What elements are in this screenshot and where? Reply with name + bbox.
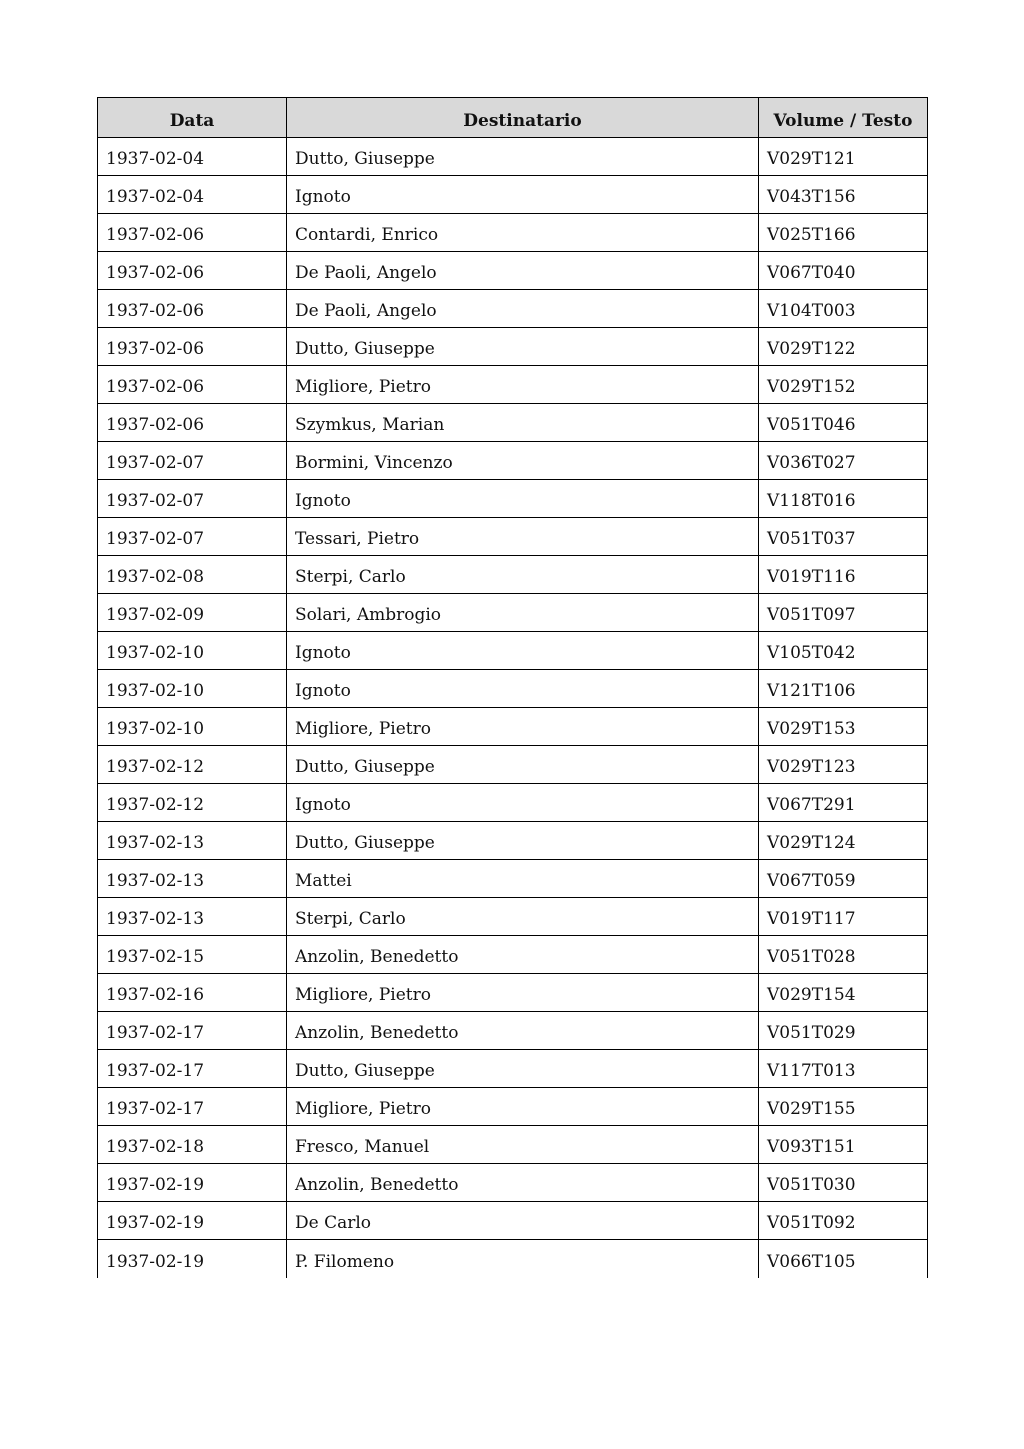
cell-recipient: Mattei — [287, 860, 759, 898]
table-row — [98, 252, 928, 290]
cell-volume: V121T106 — [759, 670, 928, 708]
cell-date: 1937-02-07 — [98, 442, 287, 480]
cell-date: 1937-02-09 — [98, 594, 287, 632]
cell-volume: V117T013 — [759, 1050, 928, 1088]
table-row — [98, 708, 928, 746]
cell-date: 1937-02-13 — [98, 860, 287, 898]
cell-volume: V067T040 — [759, 252, 928, 290]
cell-recipient: Dutto, Giuseppe — [287, 1050, 759, 1088]
cell-date: 1937-02-17 — [98, 1050, 287, 1088]
cell-recipient: Anzolin, Benedetto — [287, 1012, 759, 1050]
table-row — [98, 518, 928, 556]
cell-date: 1937-02-12 — [98, 746, 287, 784]
cell-recipient: De Paoli, Angelo — [287, 252, 759, 290]
table-row — [98, 1126, 928, 1164]
cell-recipient: Migliore, Pietro — [287, 974, 759, 1012]
cell-recipient: Ignoto — [287, 784, 759, 822]
cell-volume: V051T046 — [759, 404, 928, 442]
cell-date: 1937-02-13 — [98, 822, 287, 860]
table-row — [98, 974, 928, 1012]
cell-date: 1937-02-19 — [98, 1240, 287, 1278]
table-row — [98, 1202, 928, 1240]
cell-recipient: Anzolin, Benedetto — [287, 936, 759, 974]
cell-volume: V029T124 — [759, 822, 928, 860]
cell-date: 1937-02-17 — [98, 1012, 287, 1050]
cell-recipient: Contardi, Enrico — [287, 214, 759, 252]
cell-volume: V118T016 — [759, 480, 928, 518]
cell-volume: V025T166 — [759, 214, 928, 252]
table-row — [98, 784, 928, 822]
cell-date: 1937-02-17 — [98, 1088, 287, 1126]
cell-volume: V029T121 — [759, 138, 928, 176]
cell-volume: V029T155 — [759, 1088, 928, 1126]
cell-date: 1937-02-06 — [98, 290, 287, 328]
table-row — [98, 898, 928, 936]
table-row — [98, 214, 928, 252]
table-row — [98, 138, 928, 176]
cell-date: 1937-02-08 — [98, 556, 287, 594]
cell-volume: V019T116 — [759, 556, 928, 594]
cell-volume: V051T092 — [759, 1202, 928, 1240]
cell-date: 1937-02-19 — [98, 1202, 287, 1240]
cell-date: 1937-02-16 — [98, 974, 287, 1012]
cell-recipient: Ignoto — [287, 670, 759, 708]
cell-date: 1937-02-06 — [98, 366, 287, 404]
table-row — [98, 1050, 928, 1088]
cell-volume: V093T151 — [759, 1126, 928, 1164]
cell-recipient: Ignoto — [287, 480, 759, 518]
cell-volume: V067T291 — [759, 784, 928, 822]
cell-volume: V104T003 — [759, 290, 928, 328]
cell-recipient: Migliore, Pietro — [287, 366, 759, 404]
table-row — [98, 404, 928, 442]
cell-recipient: Szymkus, Marian — [287, 404, 759, 442]
table-header — [98, 98, 928, 138]
cell-recipient: Ignoto — [287, 632, 759, 670]
cell-date: 1937-02-04 — [98, 138, 287, 176]
table-row — [98, 442, 928, 480]
table-row — [98, 290, 928, 328]
header-row — [98, 98, 928, 138]
cell-date: 1937-02-07 — [98, 518, 287, 556]
cell-recipient: Tessari, Pietro — [287, 518, 759, 556]
table-body — [98, 138, 928, 1278]
cell-date: 1937-02-06 — [98, 328, 287, 366]
cell-date: 1937-02-10 — [98, 708, 287, 746]
cell-recipient: Migliore, Pietro — [287, 1088, 759, 1126]
cell-volume: V051T097 — [759, 594, 928, 632]
table-row — [98, 822, 928, 860]
cell-recipient: Dutto, Giuseppe — [287, 822, 759, 860]
cell-volume: V043T156 — [759, 176, 928, 214]
table-row — [98, 556, 928, 594]
table-row — [98, 328, 928, 366]
cell-volume: V029T152 — [759, 366, 928, 404]
header-date: Data — [98, 98, 287, 138]
cell-volume: V036T027 — [759, 442, 928, 480]
cell-recipient: Migliore, Pietro — [287, 708, 759, 746]
table-row — [98, 480, 928, 518]
header-recipient: Destinatario — [287, 98, 759, 138]
cell-recipient: Dutto, Giuseppe — [287, 138, 759, 176]
cell-recipient: Dutto, Giuseppe — [287, 328, 759, 366]
table-row — [98, 1240, 928, 1278]
cell-recipient: Solari, Ambrogio — [287, 594, 759, 632]
cell-volume: V029T122 — [759, 328, 928, 366]
cell-date: 1937-02-10 — [98, 670, 287, 708]
cell-volume: V051T029 — [759, 1012, 928, 1050]
cell-volume: V105T042 — [759, 632, 928, 670]
cell-date: 1937-02-15 — [98, 936, 287, 974]
cell-recipient: Fresco, Manuel — [287, 1126, 759, 1164]
cell-date: 1937-02-12 — [98, 784, 287, 822]
cell-date: 1937-02-04 — [98, 176, 287, 214]
cell-volume: V067T059 — [759, 860, 928, 898]
cell-date: 1937-02-18 — [98, 1126, 287, 1164]
cell-volume: V029T123 — [759, 746, 928, 784]
cell-date: 1937-02-10 — [98, 632, 287, 670]
cell-volume: V051T028 — [759, 936, 928, 974]
table-row — [98, 670, 928, 708]
table-row — [98, 176, 928, 214]
cell-recipient: Anzolin, Benedetto — [287, 1164, 759, 1202]
cell-date: 1937-02-19 — [98, 1164, 287, 1202]
table-row — [98, 860, 928, 898]
cell-volume: V051T030 — [759, 1164, 928, 1202]
cell-date: 1937-02-07 — [98, 480, 287, 518]
cell-date: 1937-02-06 — [98, 404, 287, 442]
cell-volume: V029T153 — [759, 708, 928, 746]
table-row — [98, 1012, 928, 1050]
cell-recipient: Sterpi, Carlo — [287, 898, 759, 936]
cell-date: 1937-02-13 — [98, 898, 287, 936]
table-row — [98, 594, 928, 632]
cell-recipient: De Carlo — [287, 1202, 759, 1240]
cell-volume: V029T154 — [759, 974, 928, 1012]
cell-volume: V051T037 — [759, 518, 928, 556]
cell-recipient: Ignoto — [287, 176, 759, 214]
cell-volume: V066T105 — [759, 1240, 928, 1278]
table-row — [98, 746, 928, 784]
cell-date: 1937-02-06 — [98, 252, 287, 290]
cell-recipient: Dutto, Giuseppe — [287, 746, 759, 784]
table-row — [98, 1164, 928, 1202]
cell-recipient: Sterpi, Carlo — [287, 556, 759, 594]
cell-recipient: P. Filomeno — [287, 1240, 759, 1278]
cell-recipient: Bormini, Vincenzo — [287, 442, 759, 480]
cell-recipient: De Paoli, Angelo — [287, 290, 759, 328]
table-row — [98, 632, 928, 670]
cell-volume: V019T117 — [759, 898, 928, 936]
table-row — [98, 366, 928, 404]
header-volume: Volume / Testo — [759, 98, 928, 138]
cell-date: 1937-02-06 — [98, 214, 287, 252]
table-row — [98, 936, 928, 974]
letters-table — [97, 97, 928, 1278]
table-row — [98, 1088, 928, 1126]
